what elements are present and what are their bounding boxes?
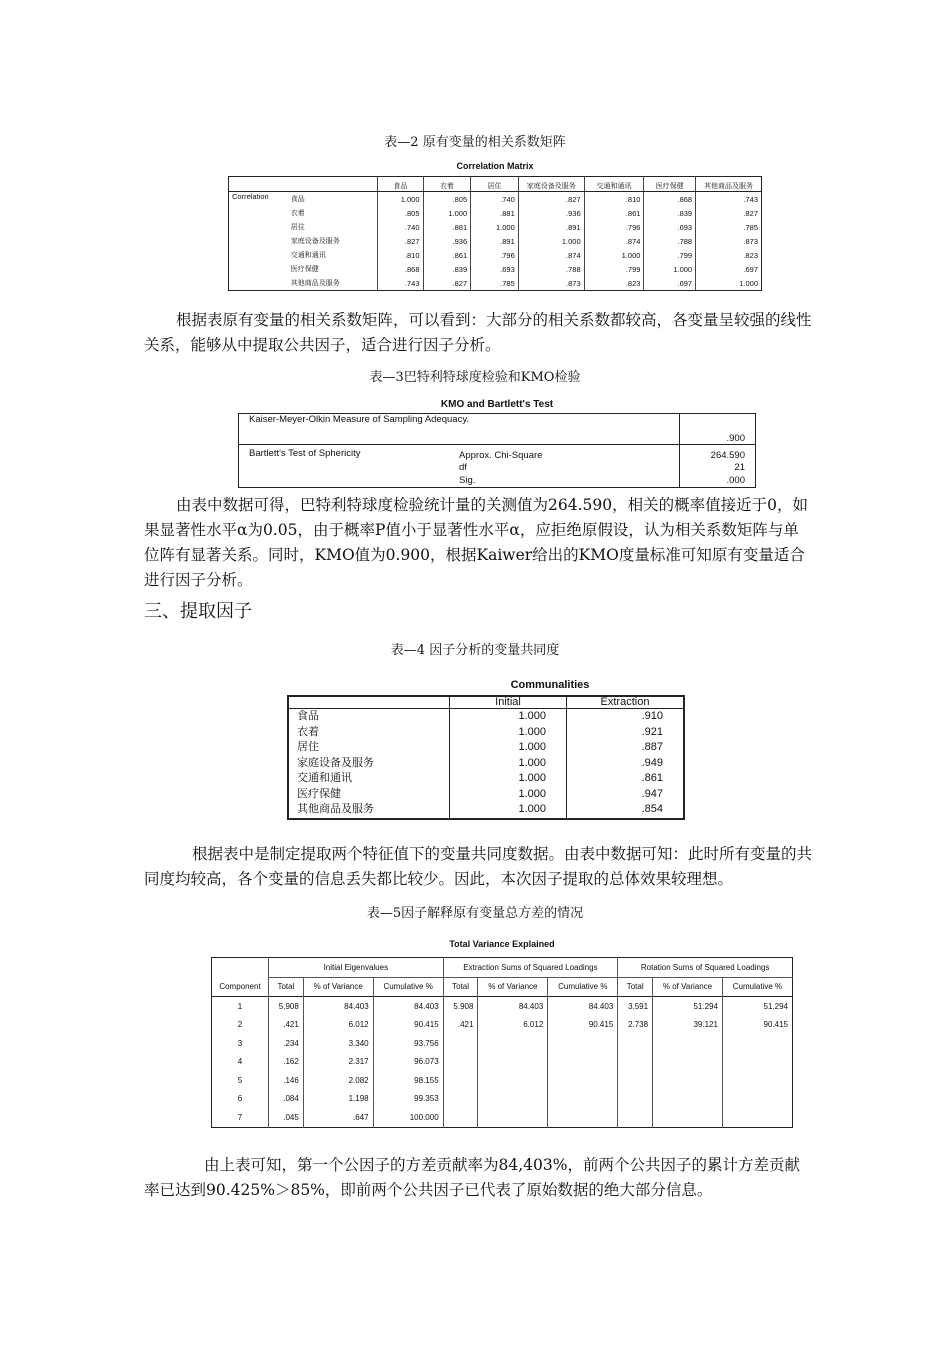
bartlett-label: Bartlett's Test of Sphericity xyxy=(249,448,361,459)
cell: 90.415 xyxy=(548,1016,618,1035)
cell: 5.908 xyxy=(443,997,478,1016)
row-name: 衣着 xyxy=(290,210,305,217)
cell: .936 xyxy=(423,234,471,248)
cell: .799 xyxy=(644,248,696,262)
cell: 1.000 xyxy=(584,248,644,262)
row-name: 衣着 xyxy=(297,725,319,738)
total-variance-table xyxy=(211,957,793,1128)
cell xyxy=(443,1108,478,1127)
cell: .234 xyxy=(269,1034,304,1053)
cell: .910 xyxy=(567,709,685,725)
cell: 3 xyxy=(237,1038,243,1048)
corr-header: 医疗保健 xyxy=(644,177,696,192)
cell: 4 xyxy=(237,1057,243,1067)
cell xyxy=(722,1034,792,1053)
cell: 2.738 xyxy=(618,1016,653,1035)
cell: .868 xyxy=(644,192,696,207)
cell: .874 xyxy=(518,248,584,262)
kmo-label: Kaiser-Meyer-Olkin Measure of Sampling Adequacy. xyxy=(239,414,680,445)
cell: 6.012 xyxy=(478,1016,548,1035)
cell: 51.294 xyxy=(653,997,723,1016)
cell xyxy=(443,1053,478,1072)
cell: 6 xyxy=(237,1094,243,1104)
correlation-title: Correlation Matrix xyxy=(456,161,534,171)
tve-title: Total Variance Explained xyxy=(449,939,555,949)
cell: .796 xyxy=(584,220,644,234)
row-label: Correlation xyxy=(229,192,288,207)
table-row xyxy=(212,1016,793,1035)
cell xyxy=(722,1090,792,1109)
cell: 2.082 xyxy=(303,1071,373,1090)
cell: 1.000 xyxy=(450,771,567,787)
cell: .693 xyxy=(644,220,696,234)
cell: .810 xyxy=(377,248,423,262)
cell: .827 xyxy=(423,276,471,291)
cell xyxy=(478,1071,548,1090)
cell: 1.000 xyxy=(450,756,567,772)
row-name: 其他商品及服务 xyxy=(297,803,374,816)
cell xyxy=(618,1090,653,1109)
cell xyxy=(548,1053,618,1072)
cell: .823 xyxy=(584,276,644,291)
cell: 1.000 xyxy=(696,276,762,291)
cell: 1.000 xyxy=(644,262,696,276)
cell: 99.353 xyxy=(373,1090,443,1109)
paragraph-4: 由上表可知，第一个公因子的方差贡献率为84,403%，前两个公共因子的累计方差贡献率已达到90.425%＞85%，即前两个公共因子已代表了原始数据的绝大部分信息。 xyxy=(144,1156,800,1199)
col-pct: % of Variance xyxy=(653,977,723,997)
table2-caption: 表—2 原有变量的相关系数矩阵 xyxy=(384,135,566,150)
cell: .873 xyxy=(696,234,762,248)
table-row xyxy=(229,262,762,276)
cell: 90.415 xyxy=(373,1016,443,1035)
cell: .796 xyxy=(471,248,519,262)
cell: .146 xyxy=(269,1071,304,1090)
cell: .861 xyxy=(423,248,471,262)
cell: .827 xyxy=(377,234,423,248)
cell: .084 xyxy=(269,1090,304,1109)
cell: 84.403 xyxy=(478,997,548,1016)
cell: .788 xyxy=(518,262,584,276)
row-name: 医疗保健 xyxy=(290,266,319,273)
df-label: df xyxy=(459,462,467,473)
cell: .861 xyxy=(567,771,685,787)
row-name: 食品 xyxy=(297,710,319,723)
cell: .949 xyxy=(567,756,685,772)
cell: 93.756 xyxy=(373,1034,443,1053)
group-rotation: Rotation Sums of Squared Loadings xyxy=(618,958,793,978)
df-value: 21 xyxy=(680,461,756,474)
table-row xyxy=(229,276,762,291)
cell xyxy=(443,1090,478,1109)
cell: 96.073 xyxy=(373,1053,443,1072)
cell: 1.198 xyxy=(303,1090,373,1109)
cell xyxy=(722,1108,792,1127)
row-name: 家庭设备及服务 xyxy=(290,238,340,245)
cell: 51.294 xyxy=(722,997,792,1016)
cell: .693 xyxy=(471,262,519,276)
cell: 84.403 xyxy=(548,997,618,1016)
cell xyxy=(618,1034,653,1053)
cell: .839 xyxy=(644,206,696,220)
cell: .921 xyxy=(567,725,685,741)
table-row xyxy=(288,725,684,741)
paragraph-2: 由表中数据可得，巴特利特球度检验统计量的关测值为264.590，相关的概率值接近于0，如果显著性水平α为0.05，由于概率P值小于显著性水平α，应拒绝原假设，认为相关系数矩阵与单位阵有显著关系。同时，KMO值为0.900，根据Kaiwer给出的KMO度量标准可知原有变量适合进行因子分析。 xyxy=(144,496,808,589)
kmo-title: KMO and Bartlett's Test xyxy=(440,399,554,410)
cell: .697 xyxy=(644,276,696,291)
cell xyxy=(548,1071,618,1090)
cell: .887 xyxy=(567,740,685,756)
chi-value: 264.590 xyxy=(680,445,756,462)
col-pct: % of Variance xyxy=(478,977,548,997)
col-total: Total xyxy=(443,977,478,997)
cell: 39.121 xyxy=(653,1016,723,1035)
cell: .827 xyxy=(696,206,762,220)
cell: 7 xyxy=(237,1112,243,1122)
cell: 84.403 xyxy=(303,997,373,1016)
cell: 100.000 xyxy=(373,1108,443,1127)
table-row xyxy=(288,740,684,756)
table-row xyxy=(288,787,684,803)
sig-label: Sig. xyxy=(459,475,476,486)
cell: .421 xyxy=(443,1016,478,1035)
row-name: 交通和通讯 xyxy=(290,252,326,259)
section-heading: 三、提取因子 xyxy=(144,601,252,622)
table-row xyxy=(212,1108,793,1127)
cell: .697 xyxy=(696,262,762,276)
cell: 5 xyxy=(237,1075,243,1085)
corr-header: 衣着 xyxy=(423,177,471,192)
row-name: 家庭设备及服务 xyxy=(297,756,374,769)
cell xyxy=(618,1108,653,1127)
cell: .854 xyxy=(567,802,685,819)
cell: 3.340 xyxy=(303,1034,373,1053)
cell: .874 xyxy=(584,234,644,248)
cell xyxy=(478,1108,548,1127)
col-total: Total xyxy=(618,977,653,997)
table-row xyxy=(288,771,684,787)
cell: .799 xyxy=(584,262,644,276)
cell: 2 xyxy=(237,1020,243,1030)
cell xyxy=(653,1034,723,1053)
cell xyxy=(548,1090,618,1109)
col-extraction: Extraction xyxy=(567,696,685,709)
table3-caption: 表—3巴特利特球度检验和KMO检验 xyxy=(369,370,581,385)
cell: 1 xyxy=(237,1001,243,1011)
paragraph-1: 根据表原有变量的相关系数矩阵，可以看到：大部分的相关系数都较高，各变量呈较强的线性关系，能够从中提取公共因子，适合进行因子分析。 xyxy=(144,311,812,354)
table-row xyxy=(229,206,762,220)
cell: 98.155 xyxy=(373,1071,443,1090)
sig-value: .000 xyxy=(680,474,756,488)
cell xyxy=(653,1053,723,1072)
cell xyxy=(478,1090,548,1109)
cell xyxy=(653,1071,723,1090)
chi-label: Approx. Chi-Square xyxy=(459,449,543,461)
cell: 84.403 xyxy=(373,997,443,1016)
cell: .805 xyxy=(423,192,471,207)
cell: .162 xyxy=(269,1053,304,1072)
cell: .947 xyxy=(567,787,685,803)
corr-header: 家庭设备及服务 xyxy=(518,177,584,192)
cell xyxy=(722,1053,792,1072)
corr-header: 食品 xyxy=(377,177,423,192)
cell xyxy=(653,1108,723,1127)
cell: .740 xyxy=(377,220,423,234)
corr-header: 居住 xyxy=(471,177,519,192)
cell: 90.415 xyxy=(722,1016,792,1035)
row-name: 医疗保健 xyxy=(297,787,341,800)
group-extraction: Extraction Sums of Squared Loadings xyxy=(443,958,618,978)
cell xyxy=(548,1108,618,1127)
cell: .045 xyxy=(269,1108,304,1127)
cell xyxy=(478,1053,548,1072)
cell xyxy=(478,1034,548,1053)
cell: .647 xyxy=(303,1108,373,1127)
row-name: 居住 xyxy=(297,741,319,754)
col-total: Total xyxy=(269,977,304,997)
cell: 1.000 xyxy=(450,787,567,803)
group-initial: Initial Eigenvalues xyxy=(269,958,444,978)
cell xyxy=(443,1071,478,1090)
cell: 1.000 xyxy=(450,802,567,819)
cell: .785 xyxy=(696,220,762,234)
cell: .891 xyxy=(471,234,519,248)
row-name: 食品 xyxy=(290,196,305,203)
row-name: 交通和通讯 xyxy=(297,772,352,785)
cell: 1.000 xyxy=(450,725,567,741)
correlation-table xyxy=(228,176,762,291)
table5-caption: 表—5因子解释原有变量总方差的情况 xyxy=(366,906,584,921)
cell: .421 xyxy=(269,1016,304,1035)
cell xyxy=(618,1053,653,1072)
cell: 1.000 xyxy=(471,220,519,234)
paragraph-3: 根据表中是制定提取两个特征值下的变量共同度数据。由表中数据可知：此时所有变量的共同度均较高，各个变量的信息丢失都比较少。因此，本次因子提取的总体效果较理想。 xyxy=(144,845,813,888)
corr-header: 其他商品及服务 xyxy=(696,177,762,192)
table-row xyxy=(288,802,684,819)
table-row xyxy=(229,234,762,248)
col-cum: Cumulative % xyxy=(373,977,443,997)
cell: .788 xyxy=(644,234,696,248)
table-row xyxy=(212,1071,793,1090)
col-initial: Initial xyxy=(450,696,567,709)
table-row xyxy=(212,997,793,1016)
cell: .740 xyxy=(471,192,519,207)
cell: 2.317 xyxy=(303,1053,373,1072)
cell: 1.000 xyxy=(450,740,567,756)
table-row xyxy=(288,709,684,725)
table-row xyxy=(212,1034,793,1053)
table-row xyxy=(229,220,762,234)
corr-header: 交通和通讯 xyxy=(584,177,644,192)
col-component: Component xyxy=(219,982,261,991)
cell: 1.000 xyxy=(377,192,423,207)
table-row xyxy=(212,1053,793,1072)
table-row xyxy=(229,192,762,207)
cell: .743 xyxy=(696,192,762,207)
cell: .891 xyxy=(518,220,584,234)
communalities-table xyxy=(287,695,685,820)
cell: .881 xyxy=(423,220,471,234)
cell: 1.000 xyxy=(518,234,584,248)
table-row xyxy=(212,1090,793,1109)
kmo-table xyxy=(238,413,756,488)
cell: 6.012 xyxy=(303,1016,373,1035)
cell xyxy=(618,1071,653,1090)
cell: 5.908 xyxy=(269,997,304,1016)
cell: 3.591 xyxy=(618,997,653,1016)
cell: .839 xyxy=(423,262,471,276)
col-pct: % of Variance xyxy=(303,977,373,997)
cell: 1.000 xyxy=(423,206,471,220)
cell xyxy=(722,1071,792,1090)
cell: .743 xyxy=(377,276,423,291)
cell: .805 xyxy=(377,206,423,220)
cell: .810 xyxy=(584,192,644,207)
cell: .827 xyxy=(518,192,584,207)
cell: .823 xyxy=(696,248,762,262)
cell: .936 xyxy=(518,206,584,220)
row-name: 居住 xyxy=(290,224,305,231)
col-cum: Cumulative % xyxy=(548,977,618,997)
cell xyxy=(548,1034,618,1053)
table4-caption: 表—4 因子分析的变量共同度 xyxy=(390,643,560,658)
cell: .881 xyxy=(471,206,519,220)
kmo-value: .900 xyxy=(680,414,756,445)
cell: .785 xyxy=(471,276,519,291)
table-row xyxy=(288,756,684,772)
cell: .873 xyxy=(518,276,584,291)
communalities-title: Communalities xyxy=(510,679,590,691)
cell: 1.000 xyxy=(450,709,567,725)
row-name: 其他商品及服务 xyxy=(290,280,340,287)
table-row xyxy=(229,248,762,262)
cell xyxy=(443,1034,478,1053)
cell: .861 xyxy=(584,206,644,220)
cell xyxy=(653,1090,723,1109)
cell: .868 xyxy=(377,262,423,276)
col-cum: Cumulative % xyxy=(722,977,792,997)
